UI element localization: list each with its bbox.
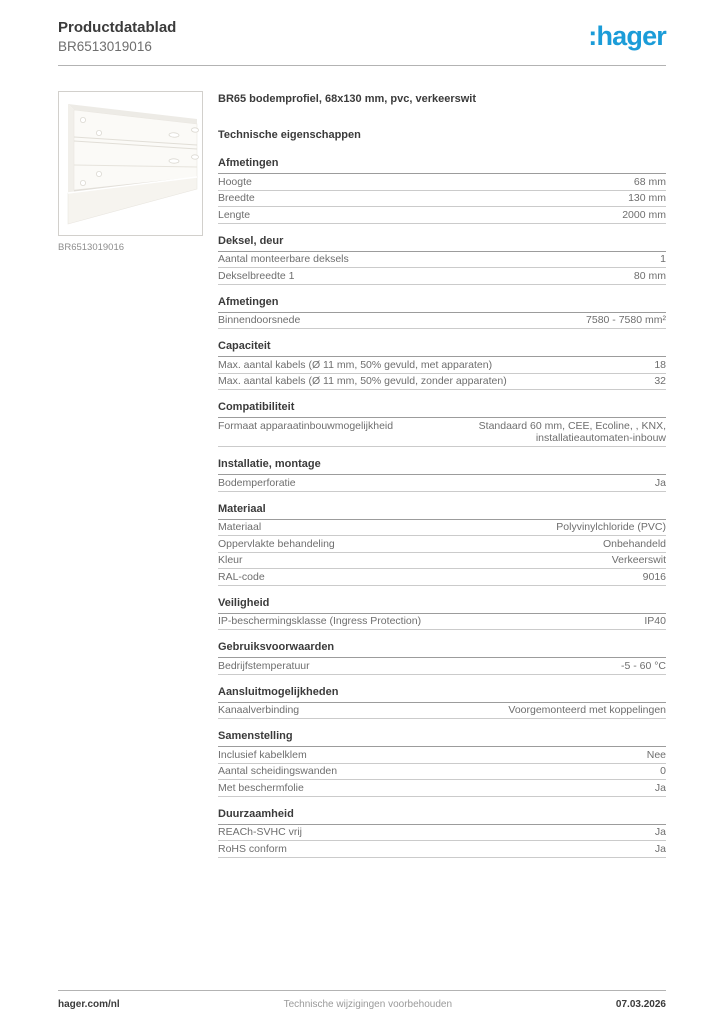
spec-section — [218, 401, 666, 447]
spec-value: Onbehandeld — [602, 537, 666, 550]
spec-section — [218, 730, 666, 797]
spec-value: Ja — [654, 476, 666, 489]
spec-label: Oppervlakte behandeling — [218, 537, 335, 550]
spec-section-title: Samenstelling — [218, 730, 666, 747]
spec-row — [218, 357, 666, 374]
spec-label: Inclusief kabelklem — [218, 748, 307, 761]
spec-row — [218, 313, 666, 330]
spec-row — [218, 418, 666, 447]
spec-section-title: Veiligheid — [218, 597, 666, 614]
spec-label: Kanaalverbinding — [218, 704, 300, 717]
spec-sections — [218, 157, 666, 858]
spec-row — [218, 747, 666, 764]
footer-website: hager.com/nl — [58, 999, 120, 1010]
spec-value: Nee — [646, 748, 666, 761]
spec-row — [218, 207, 666, 224]
spec-value: Verkeerswit — [611, 554, 666, 567]
spec-value: 130 mm — [628, 192, 666, 205]
spec-label: Met beschermfolie — [218, 781, 304, 794]
document-title: Productdatablad — [58, 19, 177, 36]
spec-value: 9016 — [642, 570, 666, 583]
spec-row — [218, 841, 666, 858]
spec-label: Bedrijfstemperatuur — [218, 659, 310, 672]
spec-value: 1 — [660, 253, 666, 266]
spec-row — [218, 658, 666, 675]
spec-label: Formaat apparaatinbouwmogelijkheid — [218, 419, 394, 432]
spec-section — [218, 808, 666, 858]
spec-label: Breedte — [218, 192, 255, 205]
spec-label: IP-beschermingsklasse (Ingress Protection) — [218, 615, 422, 628]
spec-label: Dekselbreedte 1 — [218, 269, 295, 282]
spec-value: 18 — [654, 358, 666, 371]
spec-value: Ja — [654, 826, 666, 839]
spec-row — [218, 252, 666, 269]
spec-value: 32 — [654, 375, 666, 388]
spec-row — [218, 174, 666, 191]
product-image-caption: BR6513019016 — [58, 242, 125, 254]
product-image-column — [58, 91, 203, 858]
spec-label: Binnendoorsnede — [218, 314, 301, 327]
product-reference: BR6513019016 — [58, 38, 152, 54]
spec-label: Max. aantal kabels (Ø 11 mm, 50% gevuld, zonder apparaten) — [218, 375, 507, 388]
spec-value: Ja — [654, 842, 666, 855]
spec-row — [218, 536, 666, 553]
spec-section — [218, 235, 666, 285]
spec-value: 80 mm — [633, 269, 666, 282]
spec-value: Ja — [654, 781, 666, 794]
spec-value: 68 mm — [633, 175, 666, 188]
footer-date: 07.03.2026 — [615, 999, 666, 1010]
spec-row — [218, 569, 666, 586]
spec-label: RoHS conform — [218, 842, 287, 855]
hager-logo: :hager — [588, 21, 666, 51]
spec-section-title: Compatibiliteit — [218, 401, 666, 418]
spec-section-title: Gebruiksvoorwaarden — [218, 641, 666, 658]
main-content — [58, 91, 666, 858]
spec-section — [218, 458, 666, 492]
footer-disclaimer: Technische wijzigingen voorbehouden — [283, 999, 453, 1010]
spec-value: Standaard 60 mm, CEE, Ecoline, , KNX, installatieautomaten-inbouw — [478, 419, 666, 445]
spec-section — [218, 157, 666, 224]
spec-row — [218, 520, 666, 537]
specs-heading: Technische eigenschappen — [218, 129, 361, 142]
spec-section — [218, 686, 666, 720]
spec-value: Polyvinylchloride (PVC) — [556, 521, 666, 534]
spec-label: Aantal monteerbare deksels — [218, 253, 349, 266]
page-header — [58, 0, 666, 55]
spec-section — [218, 503, 666, 586]
spec-row — [218, 780, 666, 797]
product-image — [58, 91, 203, 236]
spec-value: Voorgemonteerd met koppelingen — [508, 704, 666, 717]
spec-row — [218, 553, 666, 570]
spec-section-title: Aansluitmogelijkheden — [218, 686, 666, 703]
trunking-profile-drawing — [59, 92, 203, 236]
page-footer — [58, 990, 666, 1010]
spec-section-title: Afmetingen — [218, 157, 666, 174]
spec-row — [218, 268, 666, 285]
specs-column — [218, 91, 666, 858]
spec-section-title: Duurzaamheid — [218, 808, 666, 825]
spec-row — [218, 825, 666, 842]
spec-section-title: Capaciteit — [218, 340, 666, 357]
spec-section — [218, 296, 666, 330]
spec-section — [218, 597, 666, 631]
spec-label: Lengte — [218, 208, 251, 221]
spec-value: 7580 - 7580 mm² — [586, 314, 666, 327]
spec-row — [218, 475, 666, 492]
spec-label: RAL-code — [218, 570, 265, 583]
spec-value: 2000 mm — [622, 208, 666, 221]
product-title: BR65 bodemprofiel, 68x130 mm, pvc, verkeerswit — [218, 93, 477, 106]
spec-label: Kleur — [218, 554, 243, 567]
spec-section-title: Installatie, montage — [218, 458, 666, 475]
spec-section-title: Deksel, deur — [218, 235, 666, 252]
spec-label: Bodemperforatie — [218, 476, 296, 489]
header-divider — [58, 65, 666, 66]
spec-label: Max. aantal kabels (Ø 11 mm, 50% gevuld, met apparaten) — [218, 358, 493, 371]
spec-value: 0 — [660, 765, 666, 778]
spec-row — [218, 764, 666, 781]
spec-row — [218, 191, 666, 208]
spec-label: Materiaal — [218, 521, 262, 534]
spec-label: REACh-SVHC vrij — [218, 826, 303, 839]
spec-section — [218, 340, 666, 390]
spec-section-title: Afmetingen — [218, 296, 666, 313]
spec-label: Aantal scheidingswanden — [218, 765, 338, 778]
spec-section — [218, 641, 666, 675]
spec-label: Hoogte — [218, 175, 252, 188]
spec-section-title: Materiaal — [218, 503, 666, 520]
spec-row — [218, 703, 666, 720]
spec-row — [218, 614, 666, 631]
spec-row — [218, 374, 666, 391]
spec-value: -5 - 60 °C — [620, 659, 666, 672]
header-titles — [58, 19, 176, 55]
spec-value: IP40 — [644, 615, 666, 628]
